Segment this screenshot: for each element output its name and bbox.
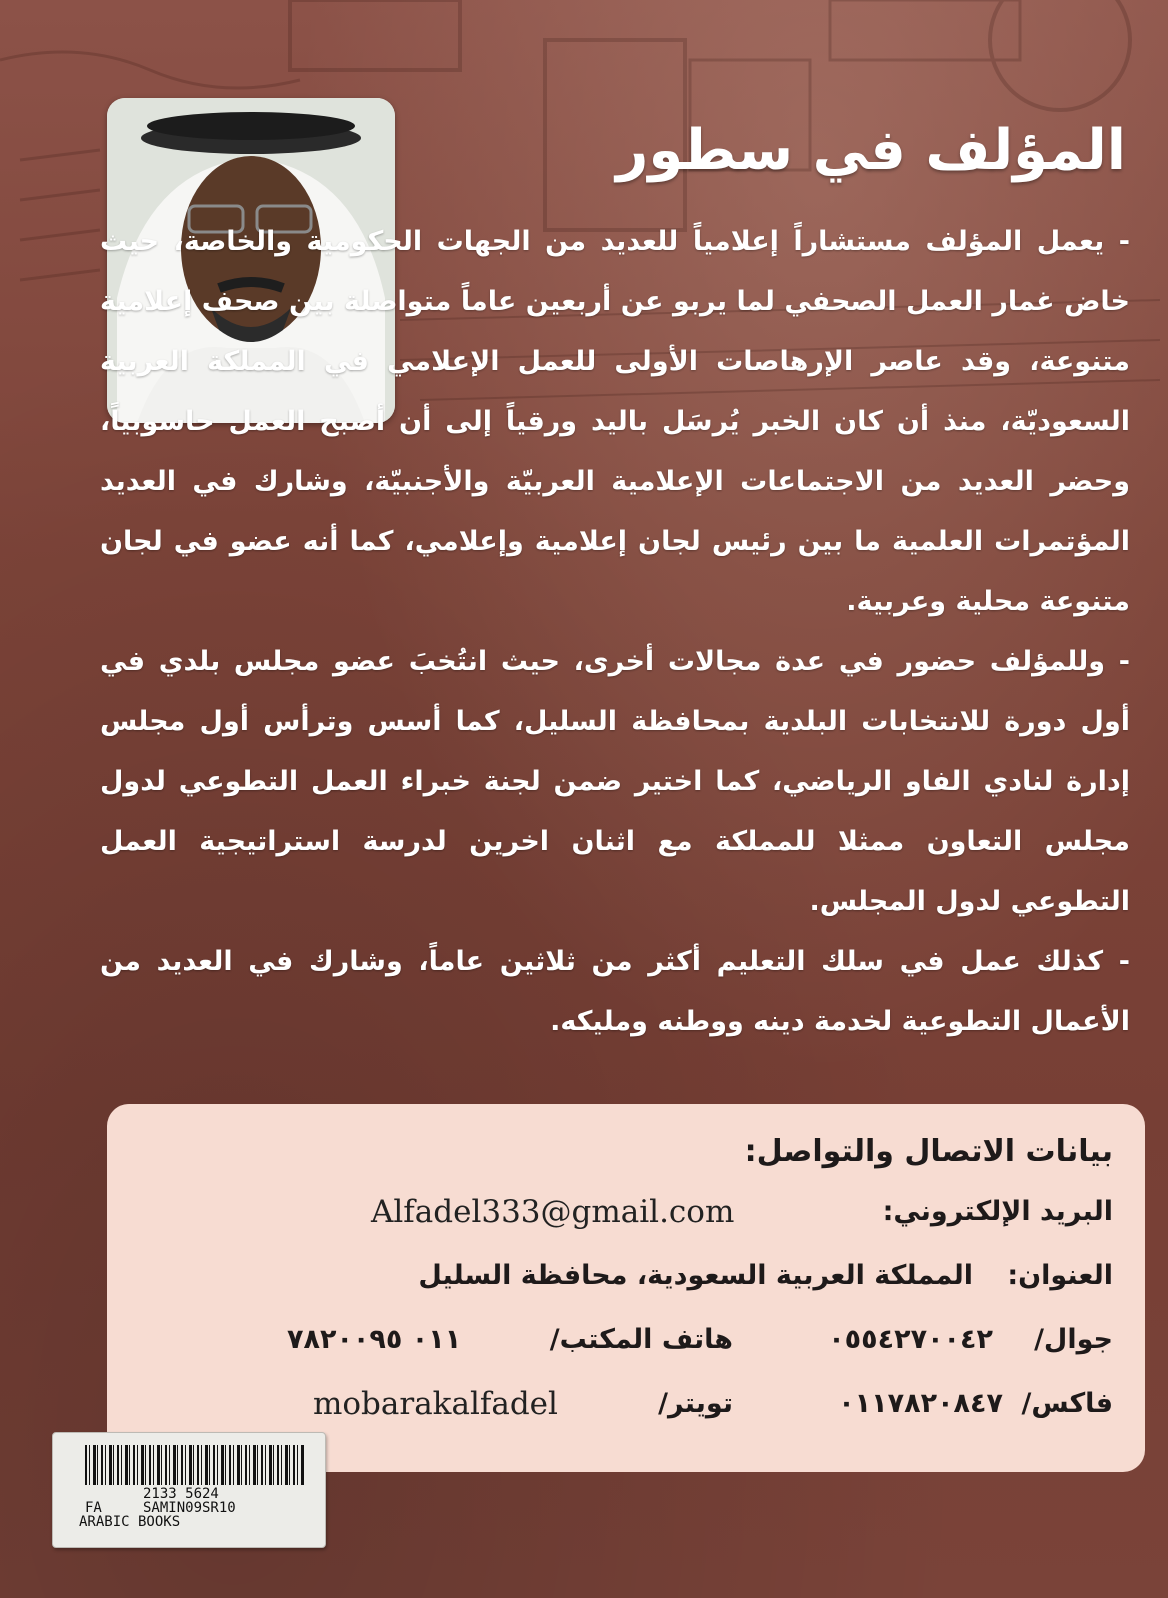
- office-phone-value: ٠١١ ٧٨٢٠٠٩٥: [287, 1324, 462, 1355]
- office-phone-label: هاتف المكتب/: [549, 1324, 733, 1355]
- collection-name: ARABIC BOOKS: [79, 1514, 181, 1530]
- email-label: البريد الإلكتروني:: [882, 1196, 1113, 1227]
- fax-value: ٠١١٧٨٢٠٨٤٧: [838, 1388, 1003, 1419]
- barcode-icon: [85, 1445, 305, 1485]
- mobile-value: ٠٥٥٤٢٧٠٠٤٢: [828, 1324, 993, 1355]
- address-row: [139, 1244, 1113, 1308]
- author-biography: [100, 212, 1130, 1052]
- address-label: العنوان:: [1007, 1260, 1113, 1291]
- call-number: SAMIN09SR10: [143, 1500, 236, 1516]
- bio-paragraph-1: - يعمل المؤلف مستشاراً إعلامياً للعديد من الجهات الحكومية والخاصة، حيث خاض غمار العمل الصحفي لما يربو عن أربعين عاماً متواصلة بين صحف إعلامية متنوعة، وقد عاصر الإرهاصات الأولى للعمل الإعلامي في المملكة العربية السعوديّة، منذ أن كان الخبر يُرسَل باليد ورقياً إلى أن أصبح العمل حاسوبياً، وحضر العديد من الاجتماعات الإعلامية العربيّة والأجنبيّة، وشارك في العديد المؤتمرات العلمية ما بين رئيس لجان إعلامية وإعلامي، كما أنه عضو في لجان متنوعة محلية وعربية.: [100, 226, 1130, 617]
- email-row: [139, 1180, 1113, 1244]
- fax-label: فاكس/: [1021, 1388, 1113, 1419]
- contact-heading: بيانات الاتصال والتواصل:: [744, 1134, 1113, 1169]
- mobile-label: جوال/: [1034, 1324, 1113, 1355]
- bio-paragraph-3: - كذلك عمل في سلك التعليم أكثر من ثلاثين عاماً، وشارك في العديد من الأعمال التطوعية لخدمة دينه ووطنه ومليكه.: [100, 946, 1130, 1037]
- phone-row: [139, 1308, 1113, 1372]
- address-value: المملكة العربية السعودية، محافظة السليل: [418, 1260, 973, 1291]
- section-title: المؤلف في سطور: [616, 118, 1126, 183]
- contact-box: [107, 1104, 1145, 1472]
- call-number-prefix: FA: [85, 1500, 102, 1516]
- email-value: Alfadel333@gmail.com: [371, 1194, 735, 1230]
- twitter-handle: mobarakalfadel: [313, 1386, 558, 1422]
- fax-row: [139, 1372, 1113, 1436]
- barcode-number: 2133 5624: [143, 1486, 219, 1502]
- bio-paragraph-2: - وللمؤلف حضور في عدة مجالات أخرى، حيث انتُخبَ عضو مجلس بلدي في أول دورة للانتخابات البلدية بمحافظة السليل، كما أسس وترأس أول مجلس إدارة لنادي الفاو الرياضي، كما اختير ضمن لجنة خبراء العمل التطوعي لدول مجلس التعاون ممثلا للمملكة مع اثنان اخرين لدرسة استراتيجية العمل التطوعي لدول المجلس.: [100, 646, 1130, 917]
- twitter-label: تويتر/: [658, 1388, 733, 1419]
- library-barcode-label: [52, 1432, 326, 1548]
